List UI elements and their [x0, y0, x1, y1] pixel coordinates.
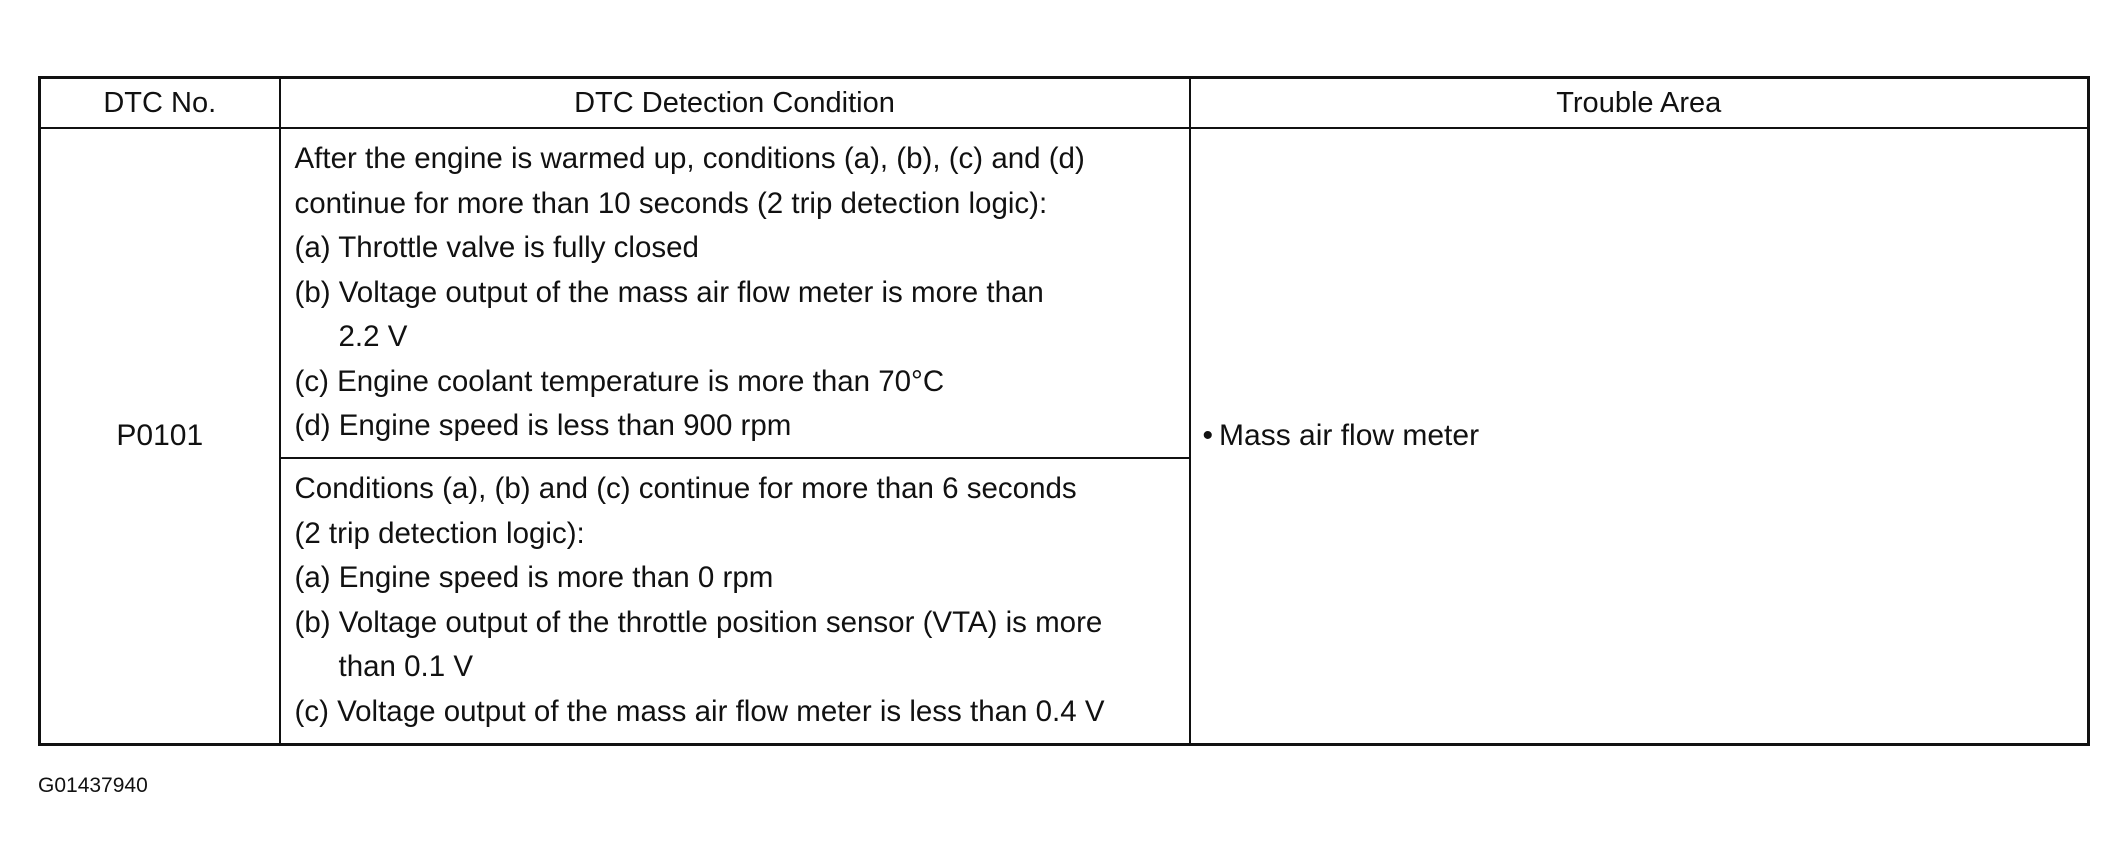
condition-2-line: (2 trip detection logic):	[294, 516, 585, 550]
condition-2-line: than 0.1 V	[338, 650, 473, 684]
condition-1-line: (a) Throttle valve is fully closed	[294, 231, 699, 264]
trouble-area-text: Mass air flow meter	[1219, 419, 1480, 452]
condition-2-line: Conditions (a), (b) and (c) continue for more than 6 seconds	[294, 472, 1077, 506]
condition-2-line: (a) Engine speed is more than 0 rpm	[294, 561, 774, 595]
condition-cell-2	[280, 458, 1190, 744]
condition-1-line: (c) Engine coolant temperature is more than 70°C	[294, 364, 945, 398]
condition-1-line: continue for more than 10 seconds (2 trip detection logic):	[294, 186, 1048, 220]
header-trouble-area: Trouble Area	[1190, 78, 2089, 129]
figure-id: G01437940	[38, 774, 148, 797]
header-row	[40, 78, 2089, 129]
condition-1-line: 2.2 V	[338, 320, 408, 353]
condition-2-line: (c) Voltage output of the mass air flow meter is less than 0.4 V	[294, 694, 1105, 728]
header-dtc-no: DTC No.	[40, 78, 280, 129]
dtc-number-cell: P0101	[40, 128, 280, 745]
condition-cell-1	[280, 128, 1190, 458]
condition-1-line: (d) Engine speed is less than 900 rpm	[294, 409, 792, 442]
bullet-icon: •	[1202, 419, 1214, 452]
condition-1-line: After the engine is warmed up, conditions (a), (b), (c) and (d)	[294, 142, 1085, 175]
header-detection-condition: DTC Detection Condition	[280, 78, 1190, 129]
table-row	[40, 128, 2089, 458]
dtc-table	[38, 76, 2090, 746]
condition-2-line: (b) Voltage output of the throttle position sensor (VTA) is more	[294, 605, 1103, 639]
condition-1-line: (b) Voltage output of the mass air flow meter is more than	[294, 275, 1044, 309]
trouble-area-cell	[1190, 128, 2089, 745]
